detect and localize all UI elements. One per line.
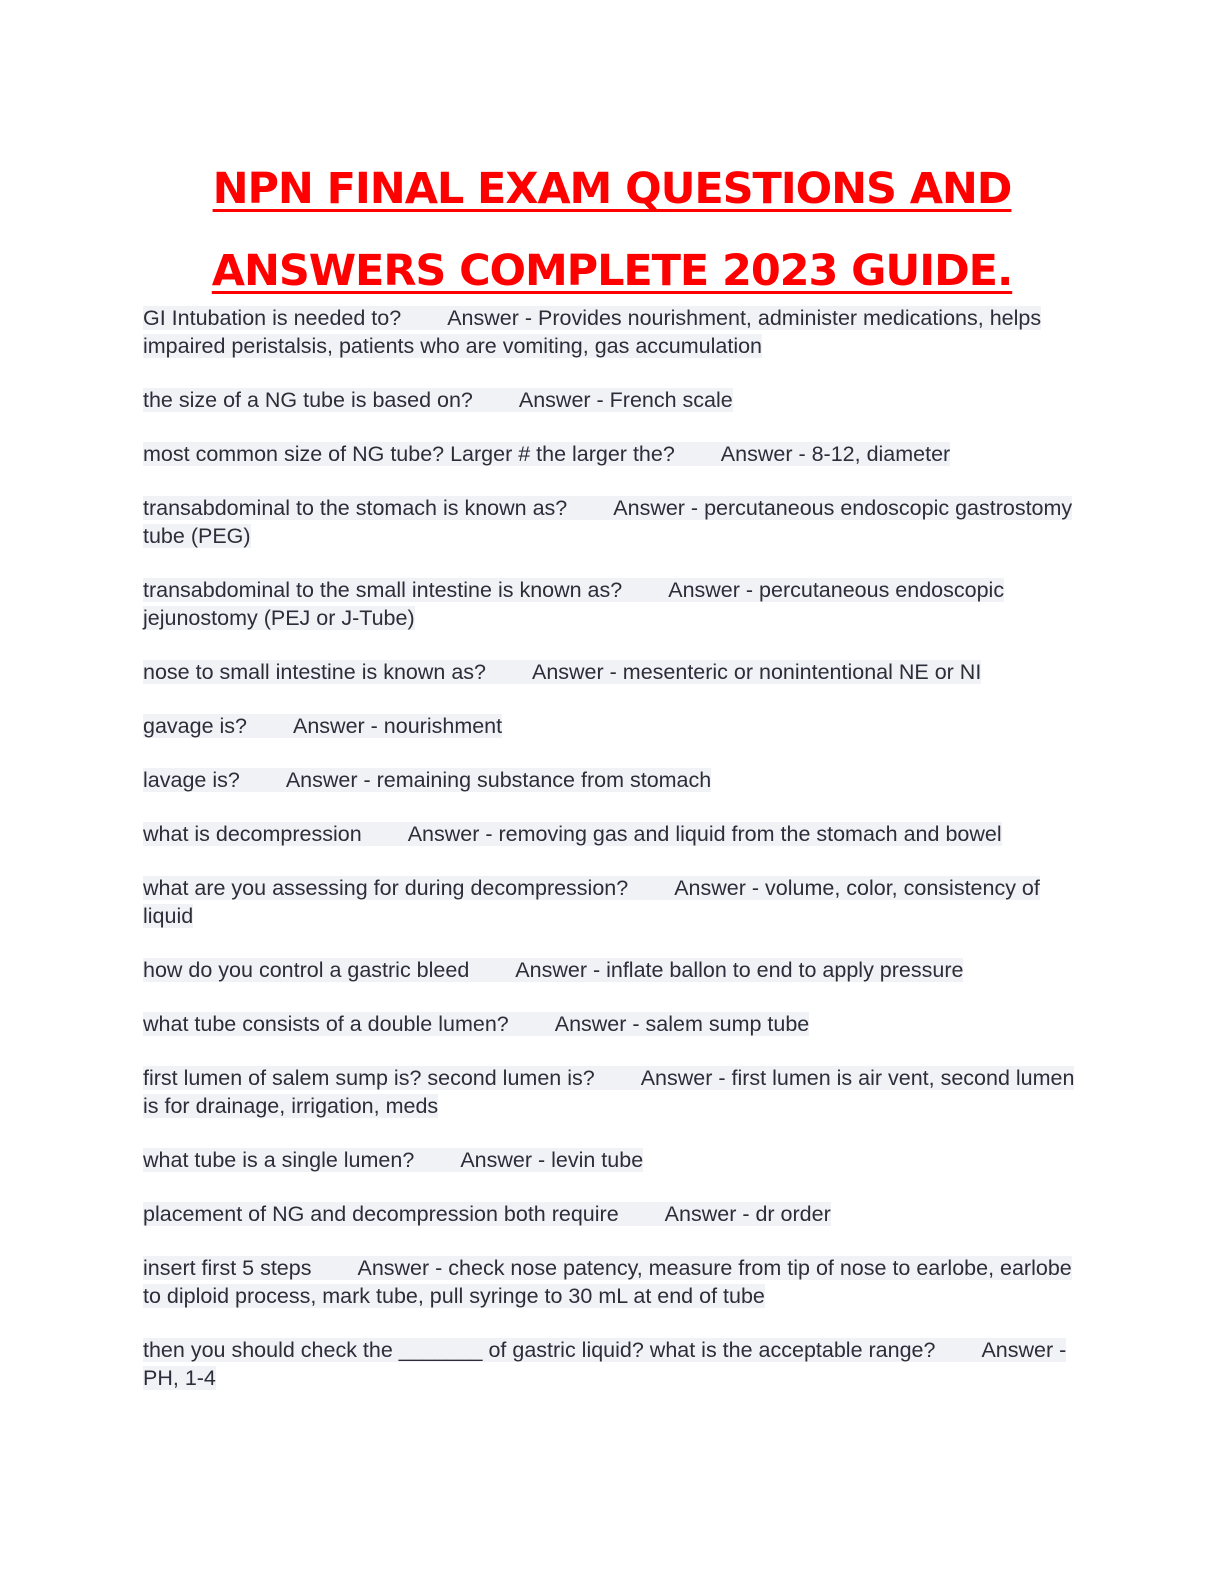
qa-answer: Answer - first lumen is air vent, second lumen is for drainage, irrigation, meds bbox=[143, 1066, 1075, 1118]
qa-question: nose to small intestine is known as? bbox=[143, 660, 486, 684]
qa-item bbox=[143, 576, 1083, 632]
qa-question: what tube consists of a double lumen? bbox=[143, 1012, 509, 1036]
qa-question: the size of a NG tube is based on? bbox=[143, 388, 473, 412]
qa-answer: Answer - Provides nourishment, administer medications, helps impaired peristalsis, patients who are vomiting, gas accumulation bbox=[143, 306, 1042, 358]
qa-item bbox=[143, 956, 1083, 984]
document-title bbox=[0, 148, 1224, 312]
qa-item bbox=[143, 386, 1083, 414]
qa-question: what are you assessing for during decompression? bbox=[143, 876, 629, 900]
qa-answer: Answer - check nose patency, measure from tip of nose to earlobe, earlobe to diploid process, mark tube, pull syringe to 30 mL at end of tube bbox=[143, 1256, 1072, 1308]
qa-answer: Answer - percutaneous endoscopic jejunostomy (PEJ or J-Tube) bbox=[143, 578, 1005, 630]
qa-item bbox=[143, 1146, 1083, 1174]
title-line-2: ANSWERS COMPLETE 2023 GUIDE. bbox=[211, 246, 1013, 296]
qa-item bbox=[143, 1336, 1083, 1392]
qa-answer: Answer - volume, color, consistency of liquid bbox=[143, 876, 1040, 928]
qa-answer: Answer - PH, 1-4 bbox=[143, 1338, 1067, 1390]
qa-answer: Answer - inflate ballon to end to apply pressure bbox=[515, 958, 964, 982]
qa-question: transabdominal to the small intestine is known as? bbox=[143, 578, 623, 602]
qa-question: transabdominal to the stomach is known as? bbox=[143, 496, 568, 520]
qa-item bbox=[143, 1064, 1083, 1120]
qa-answer: Answer - removing gas and liquid from the stomach and bowel bbox=[407, 822, 1002, 846]
qa-item bbox=[143, 712, 1083, 740]
qa-question: gavage is? bbox=[143, 714, 247, 738]
qa-answer: Answer - levin tube bbox=[460, 1148, 644, 1172]
qa-question: most common size of NG tube? Larger # the larger the? bbox=[143, 442, 675, 466]
qa-item bbox=[143, 874, 1083, 930]
qa-question: insert first 5 steps bbox=[143, 1256, 312, 1280]
qa-answer: Answer - remaining substance from stomach bbox=[285, 768, 712, 792]
qa-question: then you should check the _______ of gastric liquid? what is the acceptable range? bbox=[143, 1338, 936, 1362]
qa-item bbox=[143, 1200, 1083, 1228]
qa-answer: Answer - dr order bbox=[664, 1202, 831, 1226]
qa-question: GI Intubation is needed to? bbox=[143, 306, 402, 330]
qa-question: what is decompression bbox=[143, 822, 362, 846]
qa-answer: Answer - salem sump tube bbox=[554, 1012, 810, 1036]
qa-answer: Answer - French scale bbox=[518, 388, 733, 412]
qa-item bbox=[143, 820, 1083, 848]
qa-item bbox=[143, 1010, 1083, 1038]
qa-item bbox=[143, 304, 1083, 360]
qa-item bbox=[143, 494, 1083, 550]
qa-answer: Answer - 8-12, diameter bbox=[720, 442, 951, 466]
qa-item bbox=[143, 766, 1083, 794]
qa-item bbox=[143, 440, 1083, 468]
qa-item bbox=[143, 658, 1083, 686]
qa-answer: Answer - nourishment bbox=[293, 714, 503, 738]
qa-list bbox=[143, 304, 1083, 1418]
qa-question: lavage is? bbox=[143, 768, 240, 792]
qa-question: first lumen of salem sump is? second lumen is? bbox=[143, 1066, 595, 1090]
title-line-1: NPN FINAL EXAM QUESTIONS AND bbox=[212, 164, 1012, 214]
qa-question: what tube is a single lumen? bbox=[143, 1148, 415, 1172]
qa-answer: Answer - percutaneous endoscopic gastrostomy tube (PEG) bbox=[143, 496, 1073, 548]
qa-answer: Answer - mesenteric or nonintentional NE or NI bbox=[531, 660, 982, 684]
qa-question: placement of NG and decompression both require bbox=[143, 1202, 619, 1226]
qa-question: how do you control a gastric bleed bbox=[143, 958, 470, 982]
qa-item bbox=[143, 1254, 1083, 1310]
